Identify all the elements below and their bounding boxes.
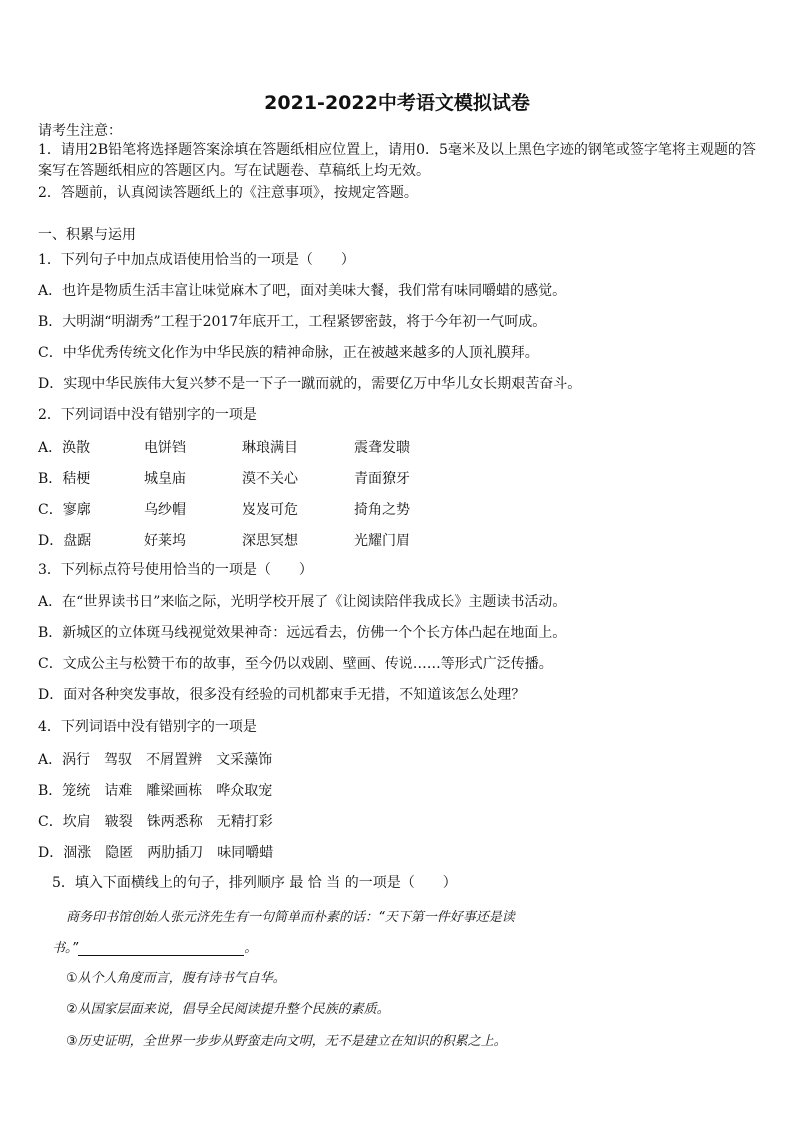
question-3-option-d: D．面对各种突发事故，很多没有经验的司机都束手无措，不知道该怎么处理？ [38, 687, 526, 703]
question-3-option-c: C．文成公主与松赞干布的故事，至今仍以戏剧、壁画、传说……等形式广泛传播。 [38, 656, 553, 672]
question-3-option-b: B．新城区的立体斑马线视觉效果神奇：远远看去，仿佛一个个长方体凸起在地面上。 [38, 625, 567, 641]
section-heading: 一、积累与运用 [38, 227, 136, 243]
word: C．坎肩 [38, 814, 91, 830]
notice-item-2: 2．答题前，认真阅读答题纸上的《注意事项》，按规定答题。 [38, 185, 418, 201]
word: 铢两悉称 [146, 814, 203, 830]
passage-text: 书。” [52, 941, 79, 956]
word: C．寥廓 [38, 502, 91, 518]
question-5-sentence-2: ②从国家层面来说，倡导全民阅读提升整个民族的素质。 [66, 1002, 390, 1017]
word: A．涡行 [38, 752, 91, 768]
question-2-option-d [38, 530, 464, 550]
word: D．盘踞 [38, 533, 92, 549]
word: 深思冥想 [242, 533, 298, 549]
word: 诘难 [104, 783, 133, 799]
word: 青面獠牙 [354, 471, 410, 487]
word: 电饼铛 [144, 440, 186, 456]
question-5-passage-line-2 [52, 937, 257, 956]
word: 隐匿 [105, 845, 134, 861]
word: 漠不关心 [242, 471, 298, 487]
word: 雕梁画栋 [146, 783, 203, 799]
question-2-option-c [38, 499, 464, 519]
question-2-option-a [38, 437, 464, 457]
question-3-option-a: A．在“世界读书日”来临之际，光明学校开展了《让阅读陪伴我成长》主题读书活动。 [38, 594, 567, 610]
question-1-option-a: A．也许是物质生活丰富让味觉麻木了吧，面对美味大餐，我们常有味同嚼蜡的感觉。 [38, 283, 567, 299]
question-3-stem: 3．下列标点符号使用恰当的一项是（ ） [38, 562, 313, 578]
question-1-option-c: C．中华优秀传统文化作为中华民族的精神命脉，正在被越来越多的人顶礼膜拜。 [38, 345, 539, 361]
word: 哗众取宠 [216, 783, 273, 799]
word: 掎角之势 [354, 502, 410, 518]
word: 皲裂 [104, 814, 133, 830]
question-2-stem: 2．下列词语中没有错别字的一项是 [38, 407, 257, 423]
question-4-option-c [38, 811, 287, 831]
question-1-option-b: B．大明湖“明湖秀”工程于2017年底开工，工程紧锣密鼓，将于今年初一气呵成。 [38, 314, 547, 330]
question-4-option-b [38, 780, 286, 800]
question-1-stem: 1．下列句子中加点成语使用恰当的一项是（ ） [38, 252, 355, 268]
word: 乌纱帽 [144, 502, 186, 518]
word: 驾驭 [104, 752, 133, 768]
page-title: 2021-2022中考语文模拟试卷 [264, 92, 530, 114]
question-5-sentence-1: ①从个人角度而言，腹有诗书气自华。 [66, 971, 286, 986]
word: 城皇庙 [144, 471, 186, 487]
question-2-option-b [38, 468, 464, 488]
word: 两肋插刀 [147, 845, 204, 861]
question-4-stem: 4．下列词语中没有错别字的一项是 [38, 719, 257, 735]
word: 琳琅满目 [242, 440, 298, 456]
notice-item-1: 1．请用2B铅笔将选择题答案涂填在答题纸相应位置上，请用0．5毫米及以上黑色字迹的钢笔或签字笔将主观题的答案写在答题纸相应的答题区内。写在试题卷、草稿纸上均无效。 [38, 142, 756, 179]
question-4-option-d [38, 842, 287, 862]
word: 味同嚼蜡 [217, 845, 274, 861]
word: 不屑置辨 [146, 752, 203, 768]
word: 光耀门眉 [354, 533, 410, 549]
question-5-passage-line-1: 商务印书馆创始人张元济先生有一句简单而朴素的话：“天下第一件好事还是读 [66, 910, 515, 925]
word: 文采藻饰 [216, 752, 273, 768]
notice-heading: 请考生注意： [38, 123, 122, 139]
question-5-stem: 5．填入下面横线上的句子，排列顺序 最 恰 当 的一项是（ ） [52, 875, 457, 891]
word: D．涸涨 [38, 845, 92, 861]
fill-in-blank[interactable] [78, 941, 244, 956]
passage-text: 。 [244, 941, 258, 956]
word: 岌岌可危 [242, 502, 298, 518]
word: B．秸梗 [38, 471, 91, 487]
word: B．笼统 [38, 783, 91, 799]
word: 无精打彩 [216, 814, 273, 830]
word: A．涣散 [38, 440, 91, 456]
question-5-sentence-3: ③历史证明，全世界一步步从野蛮走向文明，无不是建立在知识的积累之上。 [66, 1034, 507, 1049]
word: 好莱坞 [144, 533, 186, 549]
word: 震聋发聩 [354, 440, 410, 456]
question-4-option-a [38, 749, 286, 769]
question-1-option-d: D．实现中华民族伟大复兴梦不是一下子一蹴而就的，需要亿万中华儿女长期艰苦奋斗。 [38, 376, 582, 392]
